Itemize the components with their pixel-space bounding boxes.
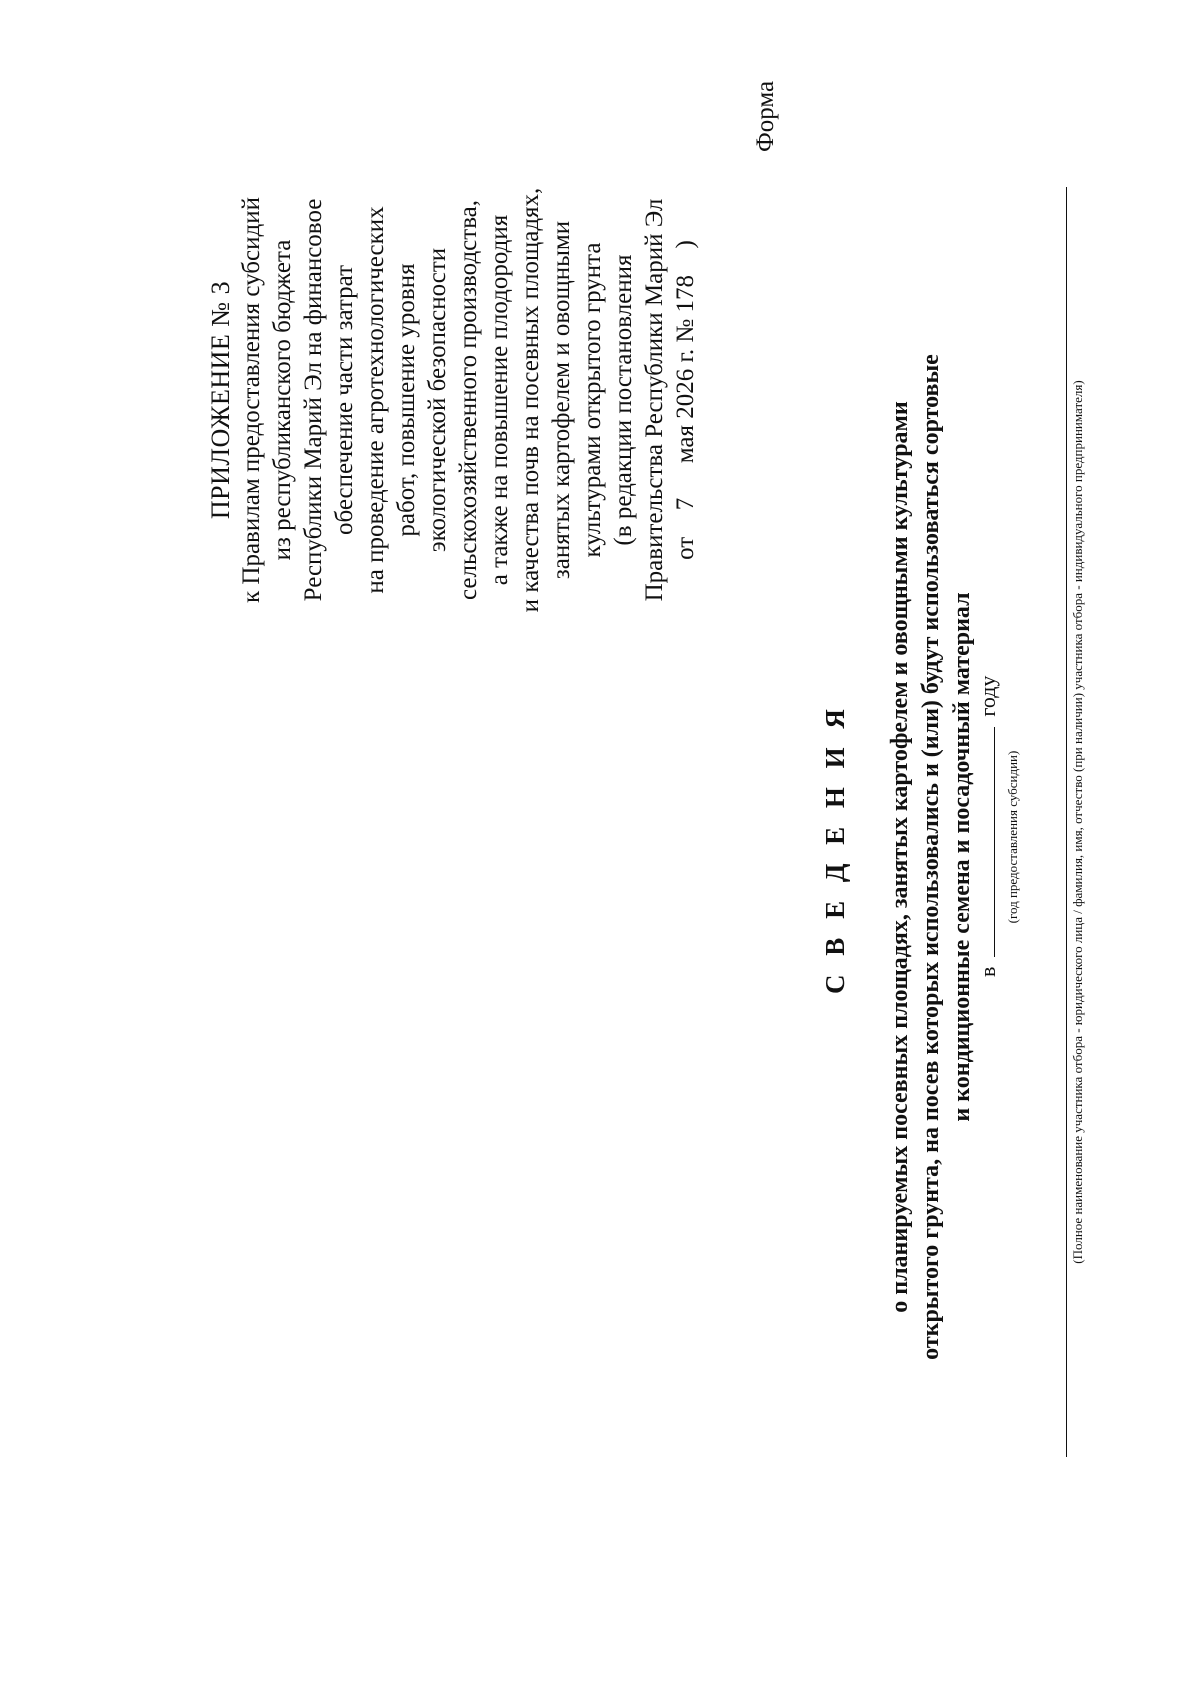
applicant-name-hint: (Полное наименование участника отбора - юридического лица / фамилия, имя, отчество (при наличии) участника отбора - индивидуального предпринимателя) [1070,380,1085,1264]
document-subtitle [885,302,978,1412]
appendix-line: Республики Марий Эл на финансовое [300,198,327,602]
appendix-line: и качества почв на посевных площадях, [517,187,544,613]
appendix-line: экологической безопасности [424,247,451,553]
date-prefix: от [672,536,699,560]
appendix-line: культурами открытого грунта [579,242,606,558]
year-row [975,676,1001,977]
appendix-block [205,140,701,660]
applicant-name-field[interactable] [1066,187,1067,1457]
form-label: Форма [752,80,779,152]
date-number: 178 [672,274,699,313]
appendix-line: сельскохозяйственного производства, [455,199,482,601]
appendix-line: работ, повышение уровня [393,263,420,537]
date-day: 7 [672,497,699,511]
year-blank-field[interactable] [976,727,995,957]
date-month-year: мая 2026 г. № [672,318,699,464]
year-hint: (год предоставления субсидии) [1005,750,1020,924]
appendix-line: (в редакции постановления [610,254,637,546]
appendix-line: обеспечение части затрат [331,264,358,536]
document-title: С В Е Д Е Н И Я [820,703,850,994]
subtitle-line: открытого грунта, на посев которых использовались и (или) будут использоваться сортовые [918,354,944,1360]
appendix-date-line [670,140,701,660]
year-prefix: в [975,966,1000,977]
appendix-line: из республиканского бюджета [269,239,296,561]
appendix-line: занятых картофелем и овощными [548,220,575,580]
appendix-line: к Правилам предоставления субсидий [238,197,265,603]
appendix-line: а также на повышение плодородия [486,214,513,586]
appendix-line: на проведение агротехнологических [362,206,389,594]
subtitle-line: и кондиционные семена и посадочный материал [949,592,975,1122]
date-suffix: ) [672,240,699,249]
subtitle-line: о планируемых посевных площадях, занятых картофелем и овощными культурами [887,401,913,1313]
appendix-line: Правительства Республики Марий Эл [641,198,668,602]
year-suffix: году [975,675,1000,717]
appendix-heading: ПРИЛОЖЕНИЕ № 3 [206,280,235,520]
